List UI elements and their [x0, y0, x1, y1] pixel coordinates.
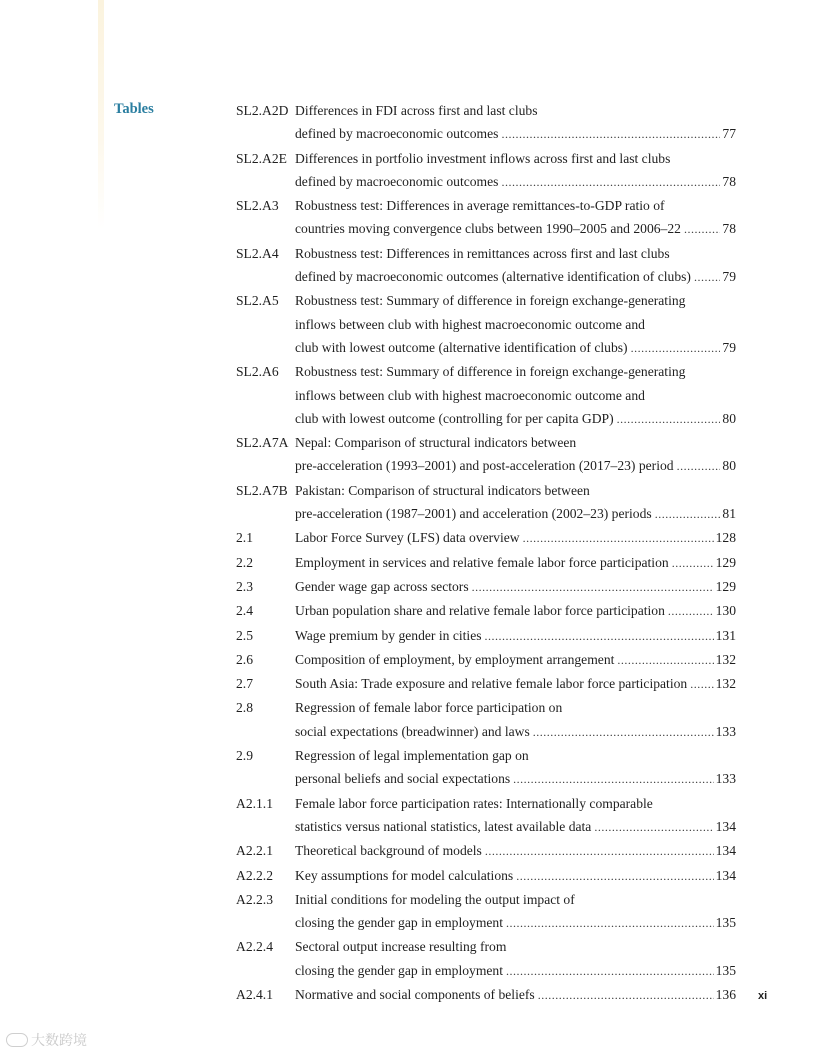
table-number: A2.2.4 — [236, 939, 274, 955]
toc-entry[interactable] — [236, 194, 736, 242]
watermark-text: 大数跨境 — [31, 1033, 87, 1049]
table-number: 2.2 — [236, 554, 253, 570]
title-line: closing the gender gap in employment — [295, 915, 504, 931]
toc-entry[interactable] — [236, 935, 736, 983]
table-number: 2.8 — [236, 700, 253, 716]
title-line: club with lowest outcome (alternative identification of clubs) — [295, 339, 628, 355]
table-number: SL2.A7B — [236, 482, 288, 498]
table-title — [295, 696, 736, 744]
table-number: A2.2.2 — [236, 867, 274, 883]
toc-entry[interactable] — [236, 648, 736, 672]
toc-entry[interactable] — [236, 289, 736, 360]
page-ref[interactable]: 133 — [715, 771, 736, 787]
title-line: defined by macroeconomic outcomes — [295, 126, 499, 142]
page-ref[interactable]: 133 — [715, 723, 736, 739]
dot-leader — [594, 816, 713, 839]
title-line: Urban population share and relative female labor force participation — [295, 603, 665, 619]
toc-entry[interactable] — [236, 360, 736, 431]
title-line: pre-acceleration (1987–2001) and acceleration (2002–23) periods — [295, 506, 652, 522]
table-title — [295, 599, 736, 623]
toc-entry[interactable] — [236, 744, 736, 792]
dot-leader — [501, 171, 720, 194]
table-title — [295, 888, 736, 936]
title-line: Regression of legal implementation gap on — [295, 748, 529, 764]
table-title — [295, 744, 736, 792]
page-ref[interactable]: 81 — [722, 506, 736, 522]
table-title — [295, 935, 736, 983]
table-title — [295, 672, 736, 696]
dot-leader — [533, 721, 714, 744]
title-line: Nepal: Comparison of structural indicators between — [295, 435, 577, 451]
table-title — [295, 792, 736, 840]
title-line: club with lowest outcome (controlling for per capita GDP) — [295, 410, 614, 426]
table-title — [295, 147, 736, 195]
page-ref[interactable]: 77 — [722, 126, 736, 142]
title-line: Robustness test: Differences in average remittances-to-GDP ratio of — [295, 198, 665, 214]
toc-entry[interactable] — [236, 431, 736, 479]
table-title — [295, 864, 736, 888]
table-title — [295, 99, 736, 147]
table-title — [295, 624, 736, 648]
page-ref[interactable]: 132 — [715, 651, 736, 667]
page-ref[interactable]: 80 — [722, 410, 736, 426]
table-title — [295, 526, 736, 550]
title-line: Differences in FDI across first and last clubs — [295, 103, 538, 118]
dot-leader — [506, 912, 714, 935]
toc-entry[interactable] — [236, 99, 736, 147]
page-ref[interactable]: 78 — [722, 221, 736, 237]
table-number: 2.6 — [236, 651, 253, 667]
dot-leader — [472, 576, 714, 599]
table-number: SL2.A2E — [236, 150, 287, 166]
title-line: Labor Force Survey (LFS) data overview — [295, 530, 520, 546]
title-line: Regression of female labor force participation on — [295, 700, 563, 716]
title-line: Wage premium by gender in cities — [295, 627, 482, 643]
dot-leader — [672, 552, 714, 575]
dot-leader — [485, 840, 714, 863]
title-line: pre-acceleration (1993–2001) and post-acceleration (2017–23) period — [295, 458, 674, 474]
page-ref[interactable]: 135 — [715, 915, 736, 931]
title-line: Female labor force participation rates: Internationally comparable — [295, 795, 653, 811]
title-line: Normative and social components of beliefs — [295, 986, 535, 1002]
title-line: inflows between club with highest macroeconomic outcome and — [295, 387, 645, 403]
toc-entry[interactable] — [236, 624, 736, 648]
table-title — [295, 289, 736, 360]
title-line: personal beliefs and social expectations — [295, 771, 511, 787]
title-line: South Asia: Trade exposure and relative female labor force participation — [295, 676, 688, 692]
title-line: defined by macroeconomic outcomes (alternative identification of clubs) — [295, 269, 691, 285]
title-line: Robustness test: Differences in remittances across first and last clubs — [295, 245, 670, 261]
page-ref[interactable]: 134 — [715, 818, 736, 834]
table-title — [295, 575, 736, 599]
table-title — [295, 839, 736, 863]
dot-leader — [655, 503, 721, 526]
page-ref[interactable]: 129 — [715, 554, 736, 570]
toc-entry[interactable] — [236, 864, 736, 888]
title-line: Composition of employment, by employment arrangement — [295, 651, 615, 667]
table-title — [295, 360, 736, 431]
margin-accent-strip — [98, 0, 104, 230]
toc-entry[interactable] — [236, 551, 736, 575]
dot-leader — [668, 600, 714, 623]
table-number: A2.1.1 — [236, 795, 274, 811]
title-line: countries moving convergence clubs between 1990–2005 and 2006–22 — [295, 221, 681, 237]
title-line: Robustness test: Summary of difference in foreign exchange-generating — [295, 364, 686, 380]
table-number: 2.9 — [236, 748, 253, 764]
table-number: 2.5 — [236, 627, 253, 643]
title-line: inflows between club with highest macroeconomic outcome and — [295, 316, 645, 332]
table-title — [295, 194, 736, 242]
dot-leader — [690, 673, 713, 696]
table-number: SL2.A3 — [236, 198, 279, 214]
table-title — [295, 242, 736, 290]
toc-entry[interactable] — [236, 147, 736, 195]
title-line: closing the gender gap in employment — [295, 962, 504, 978]
page-ref[interactable]: 128 — [715, 530, 736, 546]
dot-leader — [513, 768, 713, 791]
page-ref[interactable]: 134 — [715, 843, 736, 859]
table-number: 2.7 — [236, 676, 253, 692]
dot-leader — [631, 337, 721, 360]
toc-entry[interactable] — [236, 526, 736, 550]
dot-leader — [684, 218, 720, 241]
toc-entry[interactable] — [236, 479, 736, 527]
title-line: social expectations (breadwinner) and laws — [295, 723, 530, 739]
title-line: Robustness test: Summary of difference in foreign exchange-generating — [295, 293, 686, 309]
table-number: SL2.A6 — [236, 364, 279, 380]
page-ref[interactable]: 132 — [715, 676, 736, 692]
toc-entry[interactable] — [236, 983, 736, 1007]
page-ref[interactable]: 79 — [722, 339, 736, 355]
table-list — [236, 99, 736, 1007]
table-number: 2.3 — [236, 578, 253, 594]
table-number: A2.4.1 — [236, 986, 274, 1002]
page-ref[interactable]: 131 — [715, 627, 736, 643]
page-ref[interactable]: 80 — [722, 458, 736, 474]
title-line: Theoretical background of models — [295, 843, 482, 859]
toc-entry[interactable] — [236, 839, 736, 863]
table-number: SL2.A7A — [236, 435, 289, 451]
dot-leader — [617, 408, 721, 431]
dot-leader — [485, 625, 714, 648]
table-number: 2.4 — [236, 603, 253, 619]
page-ref[interactable]: 78 — [722, 173, 736, 189]
dot-leader — [677, 455, 721, 478]
title-line: Sectoral output increase resulting from — [295, 939, 507, 955]
dot-leader — [501, 123, 720, 146]
page-ref[interactable]: 134 — [715, 867, 736, 883]
dot-leader — [516, 865, 713, 888]
dot-leader — [538, 984, 714, 1007]
page-ref[interactable]: 135 — [715, 962, 736, 978]
title-line: Differences in portfolio investment inflows across first and last clubs — [295, 150, 671, 166]
table-number: SL2.A2D — [236, 103, 289, 118]
table-number: 2.1 — [236, 530, 253, 546]
dot-leader — [523, 527, 714, 550]
page-ref[interactable]: 79 — [722, 269, 736, 285]
table-number: SL2.A5 — [236, 293, 279, 309]
title-line: Pakistan: Comparison of structural indicators between — [295, 482, 590, 498]
dot-leader — [506, 960, 714, 983]
table-title — [295, 551, 736, 575]
dot-leader — [617, 649, 713, 672]
section-label-tables: Tables — [114, 101, 154, 117]
title-line: Key assumptions for model calculations — [295, 867, 514, 883]
title-line: Gender wage gap across sectors — [295, 578, 469, 594]
toc-entry[interactable] — [236, 242, 736, 290]
table-number: SL2.A4 — [236, 245, 279, 261]
toc-entry[interactable] — [236, 696, 736, 744]
title-line: statistics versus national statistics, latest available data — [295, 818, 592, 834]
table-number: A2.2.1 — [236, 843, 274, 859]
table-title — [295, 983, 736, 1007]
title-line: Employment in services and relative female labor force participation — [295, 554, 669, 570]
page-ref[interactable]: 130 — [715, 603, 736, 619]
toc-entry[interactable] — [236, 672, 736, 696]
dot-leader — [694, 266, 720, 289]
toc-entry[interactable] — [236, 599, 736, 623]
table-title — [295, 479, 736, 527]
table-title — [295, 648, 736, 672]
toc-entry[interactable] — [236, 792, 736, 840]
toc-entry[interactable] — [236, 575, 736, 599]
page-number: xi — [758, 990, 768, 1002]
toc-entry[interactable] — [236, 888, 736, 936]
watermark-logo-icon — [6, 1033, 28, 1047]
table-number: A2.2.3 — [236, 891, 274, 907]
title-line: defined by macroeconomic outcomes — [295, 173, 499, 189]
title-line: Initial conditions for modeling the output impact of — [295, 891, 575, 907]
page-ref[interactable]: 129 — [715, 578, 736, 594]
page-ref[interactable]: 136 — [715, 986, 736, 1002]
watermark — [6, 1030, 87, 1050]
table-title — [295, 431, 736, 479]
